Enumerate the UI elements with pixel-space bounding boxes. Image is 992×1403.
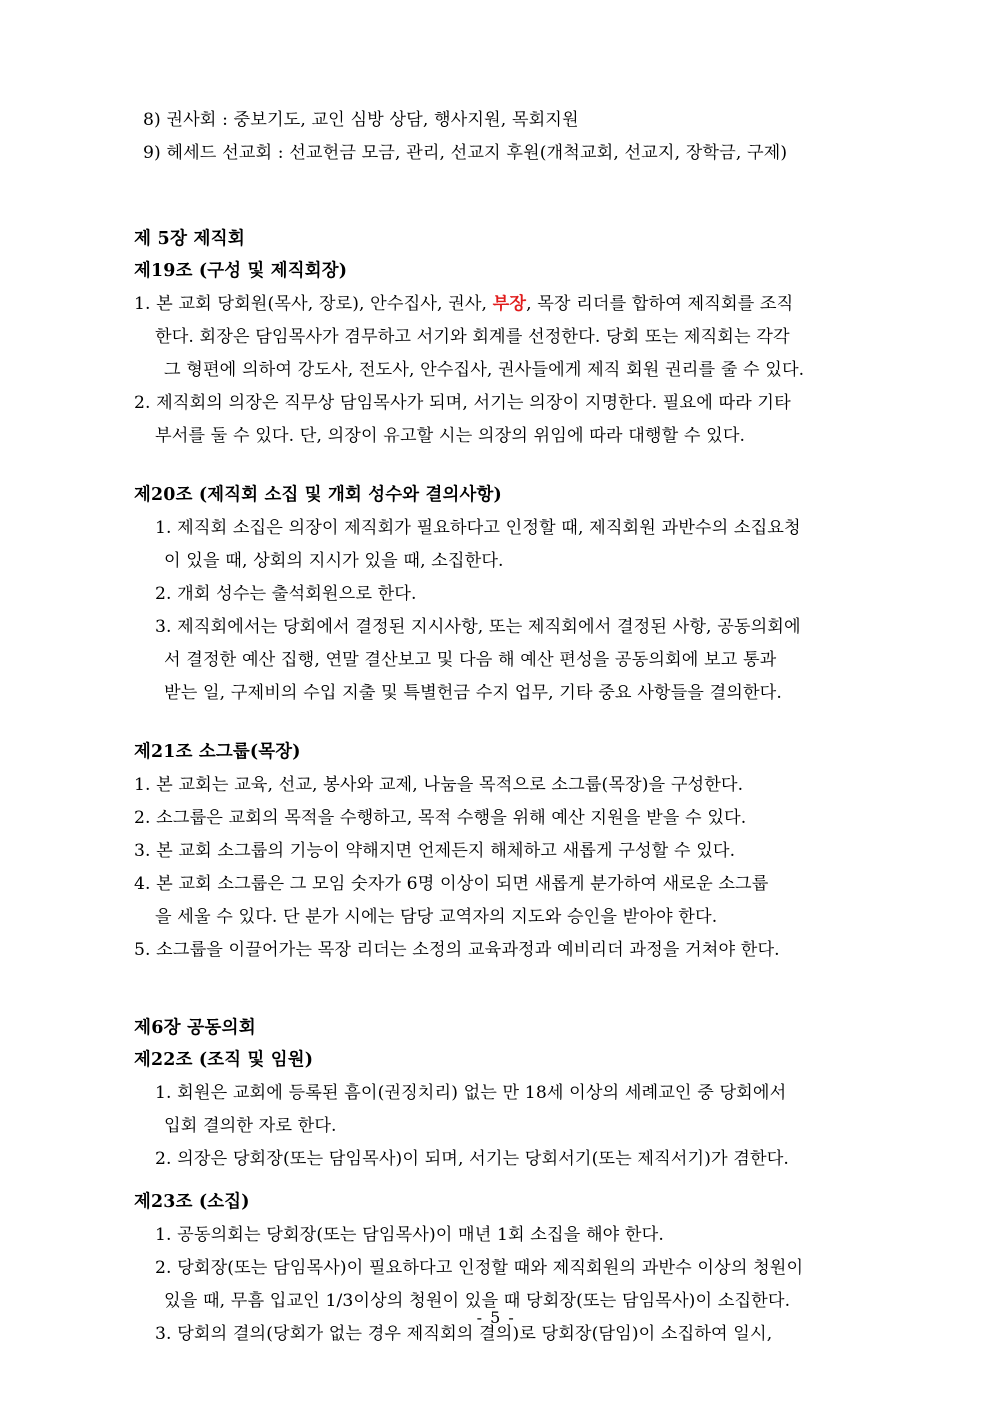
article-19-item-2-line-1: 2. 제직회의 의장은 직무상 담임목사가 되며, 서기는 의장이 지명한다. 필요에 따라 기타 <box>134 393 791 413</box>
list-item-9: 9) 헤세드 선교회 : 선교헌금 모금, 관리, 선교지 후원(개척교회, 선교지, 장학금, 구제) <box>143 143 788 163</box>
article-19-item-1-line-2: 한다. 회장은 담임목사가 겸무하고 서기와 회계를 선정한다. 당회 또는 제직회는 각각 <box>155 327 790 347</box>
article-19-heading: 제19조 (구성 및 제직회장) <box>134 261 348 281</box>
page-number-footer: - 5 - <box>476 1308 516 1327</box>
article-20-item-3-line-1: 3. 제직회에서는 당회에서 결정된 지시사항, 또는 제직회에서 결정된 사항, 공동의회에 <box>155 617 801 637</box>
article-19-item-1-line-1 <box>134 288 880 321</box>
article-21-item-1: 1. 본 교회는 교육, 선교, 봉사와 교제, 나눔을 목적으로 소그룹(목장)을 구성한다. <box>134 775 744 795</box>
article-19-item-2-line-2: 부서를 둘 수 있다. 단, 의장이 유고할 시는 의장의 위임에 따라 대행할 수 있다. <box>155 426 746 446</box>
article-20-item-3-line-2: 서 결정한 예산 집행, 연말 결산보고 및 다음 해 예산 편성을 공동의회에 보고 통과 <box>164 650 777 670</box>
article-19-item-1-text-pre: 1. 본 교회 당회원(목사, 장로), 안수집사, 권사, <box>134 294 493 314</box>
list-item-8: 8) 권사회 : 중보기도, 교인 심방 상담, 행사지원, 목회지원 <box>143 110 579 130</box>
article-20-item-3-line-3: 받는 일, 구제비의 수입 지출 및 특별헌금 수지 업무, 기타 중요 사항들을 결의한다. <box>164 683 782 703</box>
article-19-item-1-text-post: , 목장 리더를 합하여 제직회를 조직 <box>526 294 794 314</box>
article-21-heading: 제21조 소그룹(목장) <box>134 742 301 762</box>
article-19-item-1-line-3: 그 형편에 의하여 강도사, 전도사, 안수집사, 권사들에게 제직 회원 권리를 줄 수 있다. <box>164 360 805 380</box>
article-23-item-1: 1. 공동의회는 당회장(또는 담임목사)이 매년 1회 소집을 해야 한다. <box>155 1225 664 1245</box>
article-20-heading: 제20조 (제직회 소집 및 개회 성수와 결의사항) <box>134 485 502 505</box>
spacer <box>134 710 880 736</box>
spacer <box>134 170 880 222</box>
spacer <box>134 1176 880 1186</box>
article-23-item-3: 3. 당회의 결의(당회가 없는 경우 제직회의 결의)로 당회장(담임)이 소집하여 일시, <box>155 1324 773 1344</box>
spacer <box>134 453 880 479</box>
article-20-item-1-line-2: 이 있을 때, 상회의 지시가 있을 때, 소집한다. <box>164 551 504 571</box>
chapter-6-heading: 제6장 공동의회 <box>134 1017 256 1038</box>
article-21-item-2: 2. 소그룹은 교회의 목적을 수행하고, 목적 수행을 위해 예산 지원을 받을 수 있다. <box>134 808 747 828</box>
article-23-heading: 제23조 (소집) <box>134 1192 250 1212</box>
article-22-item-1-line-2: 입회 결의한 자로 한다. <box>164 1116 337 1136</box>
article-22-heading: 제22조 (조직 및 임원) <box>134 1050 314 1070</box>
page-content <box>134 104 880 1351</box>
highlighted-term-bujang: 부장 <box>492 294 527 314</box>
article-23-item-2-line-2: 있을 때, 무흠 입교인 1/3이상의 청원이 있을 때 당회장(또는 담임목사)이 소집한다. <box>164 1291 791 1311</box>
article-22-item-2: 2. 의장은 당회장(또는 담임목사)이 되며, 서기는 당회서기(또는 제직서기)가 겸한다. <box>155 1149 789 1169</box>
chapter-5-heading: 제 5장 제직회 <box>134 228 246 249</box>
article-23-item-2-line-1: 2. 당회장(또는 담임목사)이 필요하다고 인정할 때와 제직회원의 과반수 이상의 청원이 <box>155 1258 804 1278</box>
spacer <box>134 967 880 1011</box>
article-21-item-4-line-2: 을 세울 수 있다. 단 분가 시에는 담당 교역자의 지도와 승인을 받아야 한다. <box>155 907 718 927</box>
article-21-item-4-line-1: 4. 본 교회 소그룹은 그 모임 숫자가 6명 이상이 되면 새롭게 분가하여 새로운 소그룹 <box>134 874 769 894</box>
article-22-item-1-line-1: 1. 회원은 교회에 등록된 흠이(권징치리) 없는 만 18세 이상의 세례교인 중 당회에서 <box>155 1083 787 1103</box>
article-21-item-3: 3. 본 교회 소그룹의 기능이 약해지면 언제든지 해체하고 새롭게 구성할 수 있다. <box>134 841 736 861</box>
article-21-item-5: 5. 소그룹을 이끌어가는 목장 리더는 소정의 교육과정과 예비리더 과정을 거쳐야 한다. <box>134 940 780 960</box>
article-20-item-1-line-1: 1. 제직회 소집은 의장이 제직회가 필요하다고 인정할 때, 제직회원 과반수의 소집요청 <box>155 518 801 538</box>
article-20-item-2: 2. 개회 성수는 출석회원으로 한다. <box>155 584 417 604</box>
